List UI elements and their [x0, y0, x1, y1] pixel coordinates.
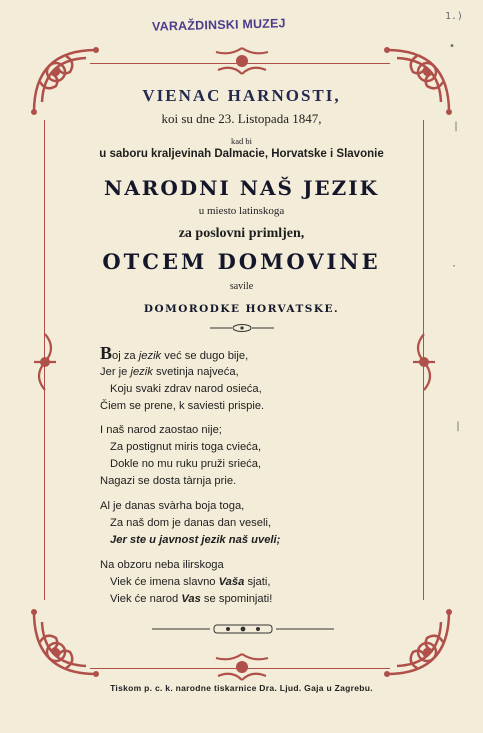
- header-divider-ornament: [208, 320, 276, 330]
- right-side-ornament: [409, 332, 439, 392]
- bottom-center-ornament: [212, 650, 272, 686]
- verse-s1-l3: Koju svaki zdrav narod osieća,: [110, 383, 262, 395]
- verse-s2-l3: Dokle no mu ruku pruži srieća,: [110, 458, 262, 470]
- verse-s4-l2: Viek će imena slavno Vaša sjati,: [110, 576, 271, 588]
- latinskoga-line: u miesto latinskoga: [198, 205, 285, 217]
- verse-s1-l2: Jer je jezik svetinja najveća,: [100, 366, 239, 378]
- top-center-ornament: [212, 44, 272, 80]
- drop-cap-initial: B: [100, 343, 113, 363]
- handwritten-margin-marks: 1.) • | · |: [445, 11, 464, 432]
- museum-stamp: VARAŽDINSKI MUZEJ: [151, 16, 286, 34]
- corner-ornament-bottom-left: [26, 604, 104, 682]
- verse-s2-l4: Nagazi se dosta tàrnja prie.: [100, 475, 237, 487]
- verse-s2-l2: Za postignut miris toga cvieća,: [110, 441, 262, 453]
- poslovni-line: za poslovni primljen,: [178, 226, 305, 241]
- verse-s3-l1: Al je danas svàrha boja toga,: [100, 500, 245, 512]
- verse-s1-l4: Čiem se prene, k saviesti prispie.: [100, 400, 265, 412]
- otcem-domovine-heading: OTCEM DOMOVINE: [102, 249, 381, 274]
- verse-s2-l1: I naš narod zaostao nije;: [100, 424, 222, 436]
- narodni-jezik-heading: NARODNI NAŠ JEZIK: [103, 176, 380, 200]
- sabor-line: u saboru kraljevinah Dalmacie, Horvatske i Slavonie: [99, 148, 384, 160]
- date-line: koi su dne 23. Listopada 1847,: [161, 111, 322, 126]
- verse-s1-l1: Boj za jezik već se dugo bije,: [100, 343, 249, 363]
- printer-imprint: Tiskom p. c. k. narodne tiskarnice Dra. Ljud. Gaja u Zagrebu.: [110, 683, 373, 693]
- verse-s4-l1: Na obzoru neba ilirskoga: [100, 559, 224, 571]
- left-side-ornament: [30, 332, 60, 392]
- corner-ornament-top-right: [379, 42, 457, 120]
- corner-ornament-top-left: [26, 42, 104, 120]
- document-title: VIENAC HARNOSTI,: [142, 86, 341, 105]
- verse-s3-l3: Jer ste u javnost jezik naš uveli;: [110, 534, 281, 546]
- bottom-divider-ornament: [150, 622, 336, 636]
- verse-s4-l3: Viek će narod Vas se spominjati!: [110, 593, 273, 605]
- kad-bi-line: kad bi: [230, 136, 252, 146]
- corner-ornament-bottom-right: [379, 604, 457, 682]
- verse-s3-l2: Za naš dom je danas dan veseli,: [110, 517, 272, 529]
- domorodke-heading: DOMORODKE HORVATSKE.: [143, 303, 340, 315]
- savile-line: savile: [229, 281, 254, 292]
